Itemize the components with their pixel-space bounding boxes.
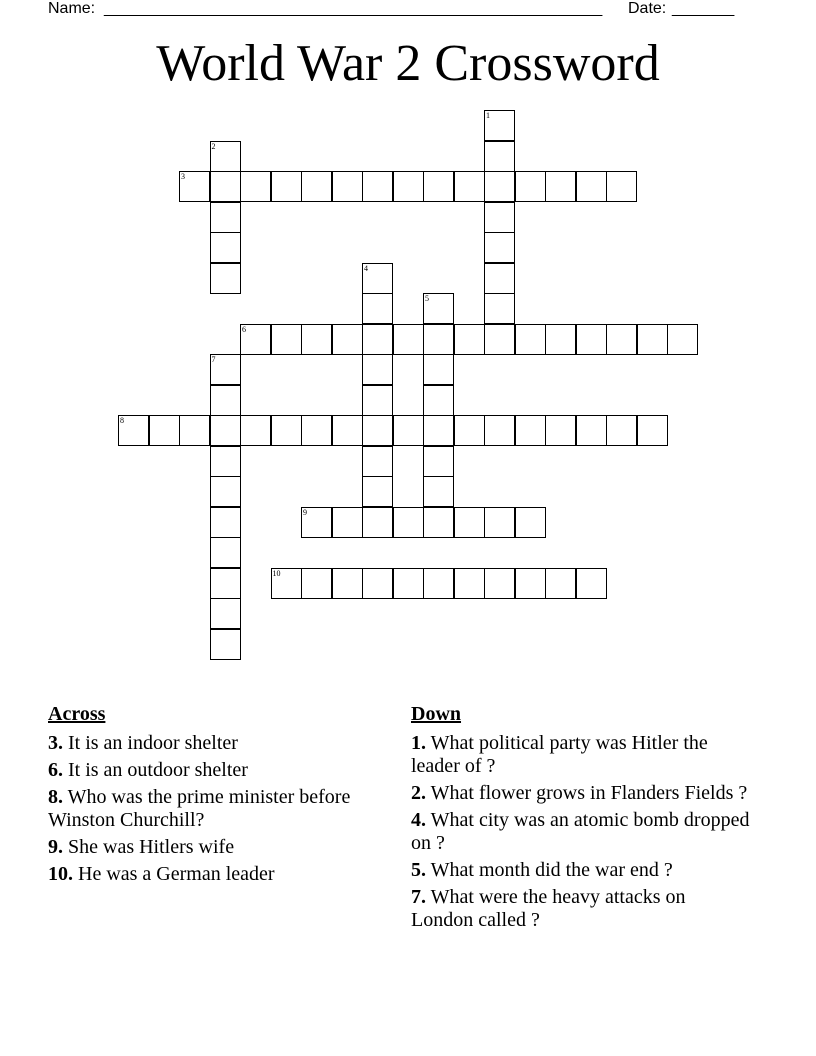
clue-number: 3. <box>48 732 63 754</box>
grid-cell[interactable] <box>332 324 363 355</box>
clue-number: 5 <box>425 294 429 303</box>
clue-number: 7 <box>211 355 216 364</box>
grid-cell[interactable] <box>271 324 302 355</box>
clue-number: 9. <box>48 836 63 858</box>
down-heading: Down <box>411 703 462 725</box>
grid-cell[interactable] <box>362 568 393 599</box>
grid-cell[interactable] <box>454 415 485 446</box>
clue-number: 9 <box>303 507 307 517</box>
grid-cell[interactable] <box>332 171 363 202</box>
grid-cell[interactable] <box>454 568 485 599</box>
grid-cell[interactable] <box>423 171 454 202</box>
grid-cell[interactable] <box>606 415 637 446</box>
grid-cell[interactable] <box>301 171 332 202</box>
clue-number: 8 <box>120 416 124 425</box>
grid-cell[interactable] <box>606 324 637 355</box>
grid-cell[interactable] <box>210 507 241 538</box>
grid-cell[interactable] <box>332 507 363 538</box>
grid-cell[interactable] <box>484 202 515 233</box>
name-field[interactable]: ________________________________________________________ <box>104 0 603 17</box>
grid-cell[interactable] <box>210 171 241 202</box>
grid-cell[interactable] <box>149 415 180 446</box>
grid-cell[interactable] <box>301 415 332 446</box>
clue-item <box>48 836 368 859</box>
grid-cell[interactable] <box>271 415 302 446</box>
grid-cell[interactable] <box>576 171 607 202</box>
grid-cell[interactable] <box>179 415 210 446</box>
grid-cell[interactable] <box>362 446 393 477</box>
clue-item <box>411 782 751 805</box>
grid-cell[interactable] <box>118 415 149 446</box>
date-label: Date: <box>628 0 667 17</box>
grid-cell[interactable] <box>667 324 698 355</box>
clue-text: It is an outdoor shelter <box>68 759 248 781</box>
grid-cell[interactable] <box>484 293 515 324</box>
grid-cell[interactable] <box>210 232 241 263</box>
grid-cell[interactable] <box>362 354 393 385</box>
grid-cell[interactable] <box>393 415 424 446</box>
grid-cell[interactable] <box>545 171 576 202</box>
grid-cell[interactable] <box>301 568 332 599</box>
grid-cell[interactable] <box>393 507 424 538</box>
grid-cell[interactable] <box>210 537 241 568</box>
grid-cell[interactable] <box>332 568 363 599</box>
grid-cell[interactable] <box>210 629 241 660</box>
grid-cell[interactable] <box>362 476 393 507</box>
grid-cell[interactable] <box>423 507 454 538</box>
grid-cell[interactable] <box>484 324 515 355</box>
grid-cell[interactable] <box>393 171 424 202</box>
grid-cell[interactable] <box>362 385 393 416</box>
grid-cell[interactable] <box>301 324 332 355</box>
clue-number: 2 <box>211 141 216 151</box>
date-field[interactable]: _______ <box>672 0 735 17</box>
grid-cell[interactable] <box>271 568 302 599</box>
clue-text: It is an indoor shelter <box>68 732 238 754</box>
clue-number: 1 <box>486 111 490 120</box>
clue-item <box>48 732 368 755</box>
grid-cell[interactable] <box>423 568 454 599</box>
header <box>0 0 816 20</box>
grid-cell[interactable] <box>210 476 241 507</box>
grid-cell[interactable] <box>210 385 241 416</box>
clue-number: 8. <box>48 786 63 808</box>
grid-cell[interactable] <box>637 415 668 446</box>
grid-cell[interactable] <box>606 171 637 202</box>
grid-cell[interactable] <box>515 324 546 355</box>
down-clues <box>411 703 751 936</box>
clue-text: What political party was Hitler the leader of ? <box>411 732 708 777</box>
grid-cell[interactable] <box>423 293 454 324</box>
clue-text: What month did the war end ? <box>430 859 673 881</box>
grid-cell[interactable] <box>362 171 393 202</box>
grid-cell[interactable] <box>362 263 393 294</box>
clue-number: 2. <box>411 782 426 804</box>
across-heading: Across <box>48 703 106 725</box>
grid-cell[interactable] <box>454 171 485 202</box>
grid-cell[interactable] <box>332 415 363 446</box>
grid-cell[interactable] <box>637 324 668 355</box>
clue-text: He was a German leader <box>78 863 275 885</box>
clue-item <box>48 759 368 782</box>
grid-cell[interactable] <box>210 202 241 233</box>
grid-cell[interactable] <box>301 507 332 538</box>
clue-number: 7. <box>411 886 426 908</box>
grid-cell[interactable] <box>515 171 546 202</box>
grid-cell[interactable] <box>210 141 241 172</box>
grid-cell[interactable] <box>484 415 515 446</box>
grid-cell[interactable] <box>423 476 454 507</box>
clue-number: 6. <box>48 759 63 781</box>
grid-cell[interactable] <box>423 446 454 477</box>
grid-cell[interactable] <box>210 263 241 294</box>
grid-cell[interactable] <box>423 324 454 355</box>
clue-number: 6 <box>242 324 246 334</box>
clue-number: 1. <box>411 732 426 754</box>
clue-item <box>411 886 751 932</box>
grid-cell[interactable] <box>423 385 454 416</box>
grid-cell[interactable] <box>454 507 485 538</box>
clue-text: What were the heavy attacks on London called ? <box>411 886 686 931</box>
grid-cell[interactable] <box>576 415 607 446</box>
grid-cell[interactable] <box>515 507 546 538</box>
clue-item <box>411 859 751 882</box>
grid-cell[interactable] <box>484 568 515 599</box>
clue-text: She was Hitlers wife <box>68 836 235 858</box>
grid-cell[interactable] <box>240 171 271 202</box>
clue-number: 4 <box>364 263 368 273</box>
grid-cell[interactable] <box>484 171 515 202</box>
name-label: Name: <box>48 0 96 17</box>
grid-cell[interactable] <box>179 171 210 202</box>
grid-cell[interactable] <box>210 354 241 385</box>
grid-cell[interactable] <box>484 232 515 263</box>
grid-cell[interactable] <box>576 324 607 355</box>
grid-cell[interactable] <box>484 141 515 172</box>
clue-number: 10 <box>272 568 281 578</box>
grid-cell[interactable] <box>423 354 454 385</box>
grid-cell[interactable] <box>545 568 576 599</box>
grid-cell[interactable] <box>210 598 241 629</box>
clue-number: 3 <box>181 172 185 181</box>
across-clues <box>48 703 368 890</box>
grid-cell[interactable] <box>393 324 424 355</box>
grid-cell[interactable] <box>576 568 607 599</box>
grid-cell[interactable] <box>515 415 546 446</box>
grid-cell[interactable] <box>240 415 271 446</box>
clue-text: Who was the prime minister before Winston Churchill? <box>48 786 351 831</box>
clue-number: 4. <box>411 809 426 831</box>
clue-number: 5. <box>411 859 426 881</box>
clue-item <box>411 809 751 855</box>
grid-cell[interactable] <box>362 415 393 446</box>
grid-cell[interactable] <box>210 446 241 477</box>
grid-cell[interactable] <box>210 568 241 599</box>
clue-number: 10. <box>48 863 73 885</box>
grid-cell[interactable] <box>362 293 393 324</box>
clue-item <box>48 863 368 886</box>
grid-cell[interactable] <box>393 568 424 599</box>
grid-cell[interactable] <box>240 324 271 355</box>
clue-item <box>48 786 368 832</box>
grid-cell[interactable] <box>454 324 485 355</box>
grid-cell[interactable] <box>362 324 393 355</box>
grid-cell[interactable] <box>545 324 576 355</box>
grid-cell[interactable] <box>484 507 515 538</box>
grid-cell[interactable] <box>484 110 515 141</box>
grid-cell[interactable] <box>362 507 393 538</box>
clue-text: What flower grows in Flanders Fields ? <box>430 782 748 804</box>
grid-cell[interactable] <box>423 415 454 446</box>
grid-cell[interactable] <box>515 568 546 599</box>
page-title: World War 2 Crossword <box>156 35 660 92</box>
clue-item <box>411 732 751 778</box>
grid-cell[interactable] <box>484 263 515 294</box>
clue-text: What city was an atomic bomb dropped on ? <box>411 809 750 854</box>
grid-cell[interactable] <box>271 171 302 202</box>
grid-cell[interactable] <box>545 415 576 446</box>
grid-cell[interactable] <box>210 415 241 446</box>
